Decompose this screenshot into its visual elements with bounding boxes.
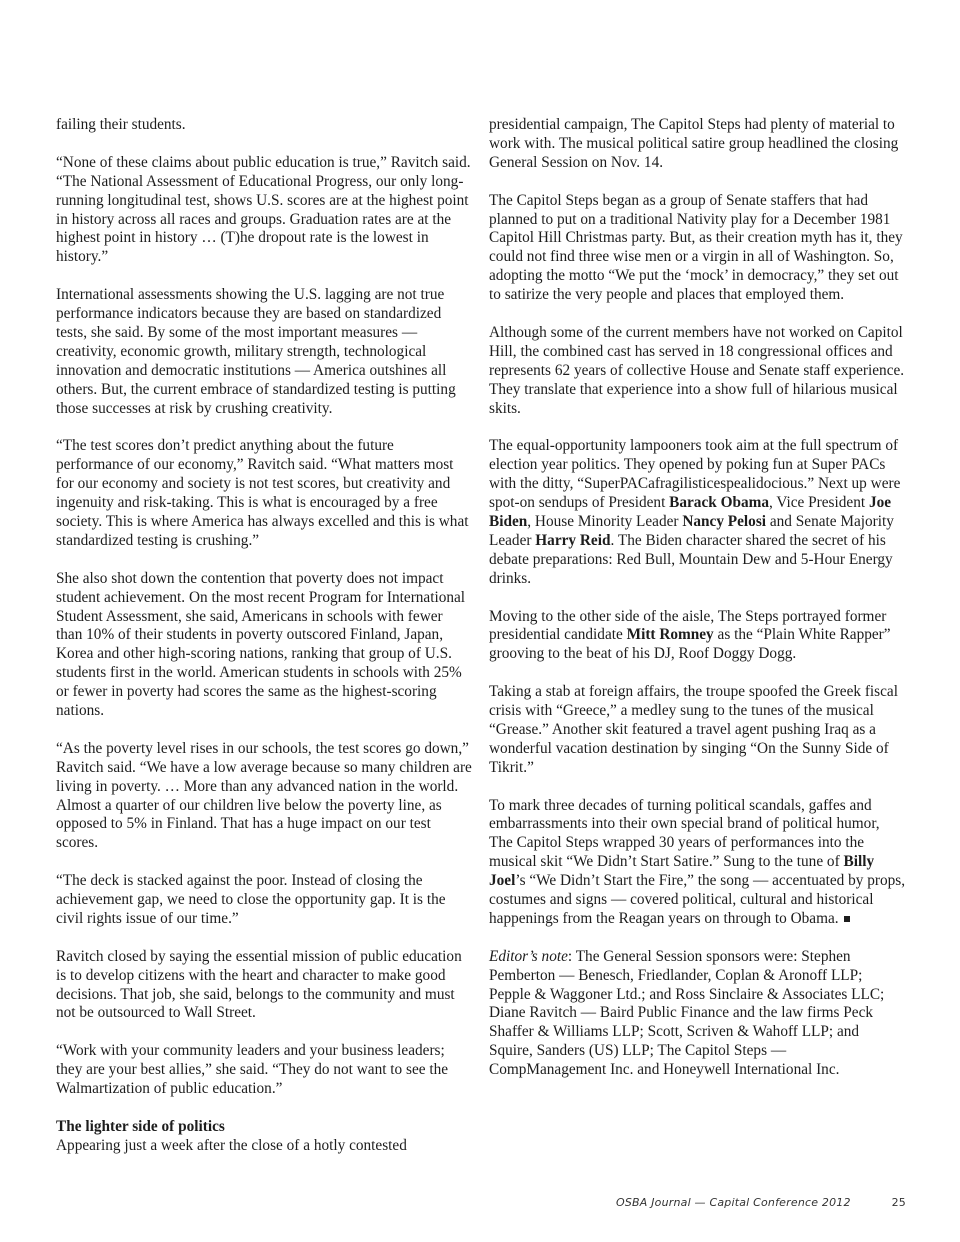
paragraph: Taking a stab at foreign affairs, the troupe spoofed the Greek fiscal crisis with “Greece,” a medley sung to the tunes of the musical “Grease.” Another skit featured a travel agent pushing Iraq as a wonderful vacation destination by singing “On the Sunny Side of Tikrit.” bbox=[489, 683, 898, 776]
editors-note bbox=[489, 948, 906, 1080]
paragraph bbox=[489, 797, 906, 929]
end-of-story-mark bbox=[844, 916, 850, 922]
paragraph: The Capitol Steps began as a group of Senate staffers that had planned to put on a traditional Nativity play for a December 1981 Capitol Hill Christmas party. But, as their creation myth has it, they could not find three wise men or a virgin in all of Washington. So, adopting the motto “We put the ‘mock’ in democracy,” they set out to satirize the very people and places that employed them. bbox=[489, 191, 903, 304]
paragraph: Ravitch closed by saying the essential mission of public education is to develop citizens with the heart and character to make good decisions. That job, she said, belongs to the community and must not be outsourced to Wall Street. bbox=[56, 947, 462, 1022]
bold-name: Nancy Pelosi bbox=[682, 512, 767, 530]
paragraph: “The deck is stacked against the poor. Instead of closing the achievement gap, we need to close the opportunity gap. It is the civil rights issue of our time.” bbox=[56, 872, 446, 927]
text-run: The equal-opportunity lampooners took aim at the full spectrum of election year politics. They opened by poking fun at Super PACs with the ditty, “SuperPACafragilisticespealidocious.” Next up were spot-on sendups of President bbox=[489, 437, 901, 512]
paragraph: “As the poverty level rises in our schools, the test scores go down,” Ravitch said. “We have a low average because so many children are living in poverty. … More than any advanced nation in the world. Almost a quarter of our children live below the poverty line, as opposed to 5% in Finland. That has a huge impact on our test scores. bbox=[56, 739, 472, 852]
publication-name: OSBA Journal — Capital Conference 2012 bbox=[616, 1196, 851, 1209]
paragraph: She also shot down the contention that poverty does not impact student achievement. On the most recent Program for International Student Assessment, she said, Americans in schools with fewer than 10% of their students in poverty outscored Finland, Japan, Korea and other high-scoring nations, ranking that group of U.S. students first in the world. American students in schools with 25% or fewer in poverty had scores the same as the highest-scoring nations. bbox=[56, 569, 466, 720]
paragraph: failing their students. bbox=[56, 116, 186, 133]
bold-name: Billy Joel bbox=[489, 853, 875, 890]
paragraph bbox=[489, 437, 906, 588]
bold-name: Harry Reid bbox=[535, 531, 611, 549]
paragraph bbox=[489, 608, 906, 665]
right-column bbox=[489, 116, 906, 1080]
left-column bbox=[56, 116, 472, 1156]
paragraph: Although some of the current members have not worked on Capitol Hill, the combined cast has served in 18 congressional offices and represents 62 years of collective House and Senate staff experience. They translate that experience into a show full of hilarious musical skits. bbox=[489, 323, 905, 417]
text-run: , House Minority Leader bbox=[527, 512, 683, 530]
text-run: To mark three decades of turning political scandals, gaffes and embarrassments into their own special brand of political humor, The Capitol Steps wrapped 30 years of performances into the musical skit “We Didn’t Start Satire.” Sung to the tune of bbox=[489, 796, 880, 871]
paragraph: “Work with your community leaders and your business leaders; they are your best allies,” she said. “They do not want to see the Walmartization of public education.” bbox=[56, 1042, 449, 1098]
text-run: Moving to the other side of the aisle, The Steps portrayed former presidential candidate bbox=[489, 607, 887, 644]
bold-name: Barack Obama bbox=[669, 494, 770, 512]
text-run: and Senate Majority Leader bbox=[489, 512, 894, 549]
page-number: 25 bbox=[891, 1196, 906, 1209]
bold-name: Joe Biden bbox=[489, 494, 892, 530]
text-run: . The Biden character shared the secret of his debate preparations: Red Bull, Mountain Dew and 5-Hour Energy drinks. bbox=[489, 531, 893, 587]
paragraph: “The test scores don’t predict anything about the future performance of our economy,” Ravitch said. “What matters most for our economy and society is not test scores, but creativity and ingenuity and risk-taking. This is what is encouraged by a free society. This is where America has always excelled and this is what standardized testing is crushing.” bbox=[56, 437, 469, 549]
text-run: : The General Session sponsors were: Stephen Pemberton — Benesch, Friedlander, Coplan & Aronoff LLP; Pepple & Waggoner Ltd.; and Ross Sinclaire & Associates LLC; Diane Ravitch — Baird Public Finance and the law firms Peck Shaffer & Williams LLP; Scott, Scriven & Wahoff LLP; and Squire, Sanders (US) LLP; The Capitol Steps — CompManagement Inc. and Honeywell International Inc. bbox=[489, 947, 885, 1079]
bold-name: Mitt Romney bbox=[626, 626, 714, 644]
text-run: , Vice President bbox=[769, 494, 869, 512]
editors-note-label: Editor’s note bbox=[489, 947, 568, 965]
paragraph: “None of these claims about public education is true,” Ravitch said. “The National Assessment of Educational Progress, our only long-running longitudinal test, shows U.S. scores are at the highest point in history across all races and groups. Graduation rates are at the highest point in history … (T)he dropout rate is the lowest in history.” bbox=[56, 153, 471, 266]
paragraph: Appearing just a week after the close of a hotly contested bbox=[56, 1136, 407, 1154]
text-run: as the “Plain White Rapper” grooving to the beat of his DJ, Roof Doggy Dogg. bbox=[489, 626, 891, 663]
paragraph: International assessments showing the U.S. lagging are not true performance indicators because they are based on standardized tests, she said. By some of the most important measures — creativity, economic growth, military strength, technological innovation and democratic institutions — America outshines all others. But, the current embrace of standardized testing is putting those successes at risk by crushing creativity. bbox=[56, 286, 456, 417]
section-subheading: The lighter side of politics bbox=[56, 1117, 225, 1135]
text-run: ’s “We Didn’t Start the Fire,” the song — accentuated by props, costumes and signs — covered political, cultural and historical happenings from the Reagan years on through to Obama. bbox=[489, 872, 906, 927]
paragraph: presidential campaign, The Capitol Steps had plenty of material to work with. The musical political satire group headlined the closing General Session on Nov. 14. bbox=[489, 116, 899, 171]
